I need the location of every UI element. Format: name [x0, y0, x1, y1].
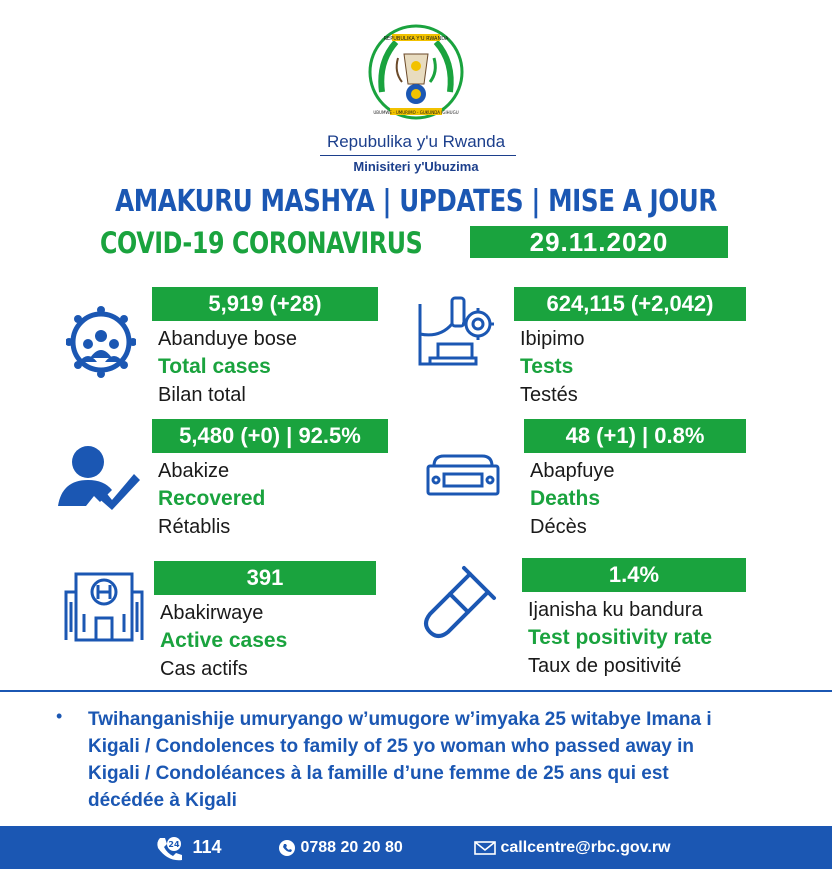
- recovered-value: 5,480 (+0) | 92.5%: [152, 419, 388, 453]
- microscope-icon: [416, 294, 500, 370]
- page-title: AMAKURU MASHYA | UPDATES | MISE A JOUR: [115, 184, 717, 219]
- republic-name: Repubulika y'u Rwanda: [326, 132, 506, 151]
- rwanda-coat-of-arms-icon: [368, 22, 464, 126]
- positivity-label-en: Test positivity rate: [528, 626, 712, 649]
- email-address: callcentre@rbc.gov.rw: [500, 839, 671, 856]
- bullet: •: [56, 706, 63, 726]
- total-cases-label-rw: Abanduye bose: [158, 328, 298, 350]
- tests-label-en: Tests: [520, 355, 574, 378]
- total-cases-label-fr: Bilan total: [158, 384, 246, 406]
- svg-text:UBUMWE - UMURIMO - GUKUNDA IGI: UBUMWE - UMURIMO - GUKUNDA IGIHUGU: [373, 110, 459, 115]
- coffin-icon: [424, 452, 502, 498]
- mail-icon: [474, 840, 496, 856]
- deaths-label-rw: Abapfuye: [530, 460, 615, 482]
- deaths-value: 48 (+1) | 0.8%: [524, 419, 746, 453]
- positivity-label-rw: Ijanisha ku bandura: [528, 599, 703, 621]
- hotline-number: 114: [192, 837, 222, 857]
- ministry-name: Minisiteri y'Ubuzima: [353, 159, 479, 174]
- hotline[interactable]: [154, 826, 222, 869]
- active-cases-label-rw: Abakirwaye: [160, 602, 264, 624]
- deaths-label-fr: Décès: [530, 516, 587, 538]
- positivity-value: 1.4%: [522, 558, 746, 592]
- positivity-label-fr: Taux de positivité: [528, 655, 682, 677]
- tests-label-rw: Ibipimo: [520, 328, 585, 350]
- tests-value: 624,115 (+2,042): [514, 287, 746, 321]
- recovered-label-en: Recovered: [158, 487, 266, 510]
- footer-bar: [0, 826, 832, 869]
- person-check-icon: [58, 444, 142, 510]
- recovered-label-rw: Abakize: [158, 460, 230, 482]
- condolence-text: Twihanganishije umuryango w’umugore w’imyaka 25 witabye Imana i Kigali / Condolences to family of 25 yo woman who passed away in Kigali / Condoléances à la famille d’une femme de 25 ans qui est décédée à Kigali: [88, 709, 712, 811]
- test-tube-icon: [414, 562, 500, 642]
- recovered-label-fr: Rétablis: [158, 516, 231, 538]
- virus-group-icon: [66, 306, 136, 378]
- svg-text:REPUBULIKA Y'U RWANDA: REPUBULIKA Y'U RWANDA: [383, 36, 449, 42]
- subtitle: COVID-19 CORONAVIRUS: [100, 226, 423, 260]
- section-divider: [0, 690, 832, 692]
- total-cases-label-en: Total cases: [158, 355, 271, 378]
- phone-24-icon: [154, 836, 184, 862]
- active-cases-label-fr: Cas actifs: [160, 658, 248, 680]
- active-cases-label-en: Active cases: [160, 629, 288, 652]
- header-divider: [320, 155, 516, 156]
- hospital-icon: [64, 570, 144, 642]
- total-cases-value: 5,919 (+28): [152, 287, 378, 321]
- svg-text:24: 24: [168, 839, 180, 849]
- date-badge: 29.11.2020: [470, 226, 728, 258]
- active-cases-value: 391: [154, 561, 376, 595]
- whatsapp-number: 0788 20 20 80: [300, 839, 403, 856]
- email-contact[interactable]: [474, 826, 670, 869]
- tests-label-fr: Testés: [520, 384, 578, 406]
- whatsapp-icon: [278, 839, 296, 857]
- deaths-label-en: Deaths: [530, 487, 601, 510]
- whatsapp-contact[interactable]: [278, 826, 403, 869]
